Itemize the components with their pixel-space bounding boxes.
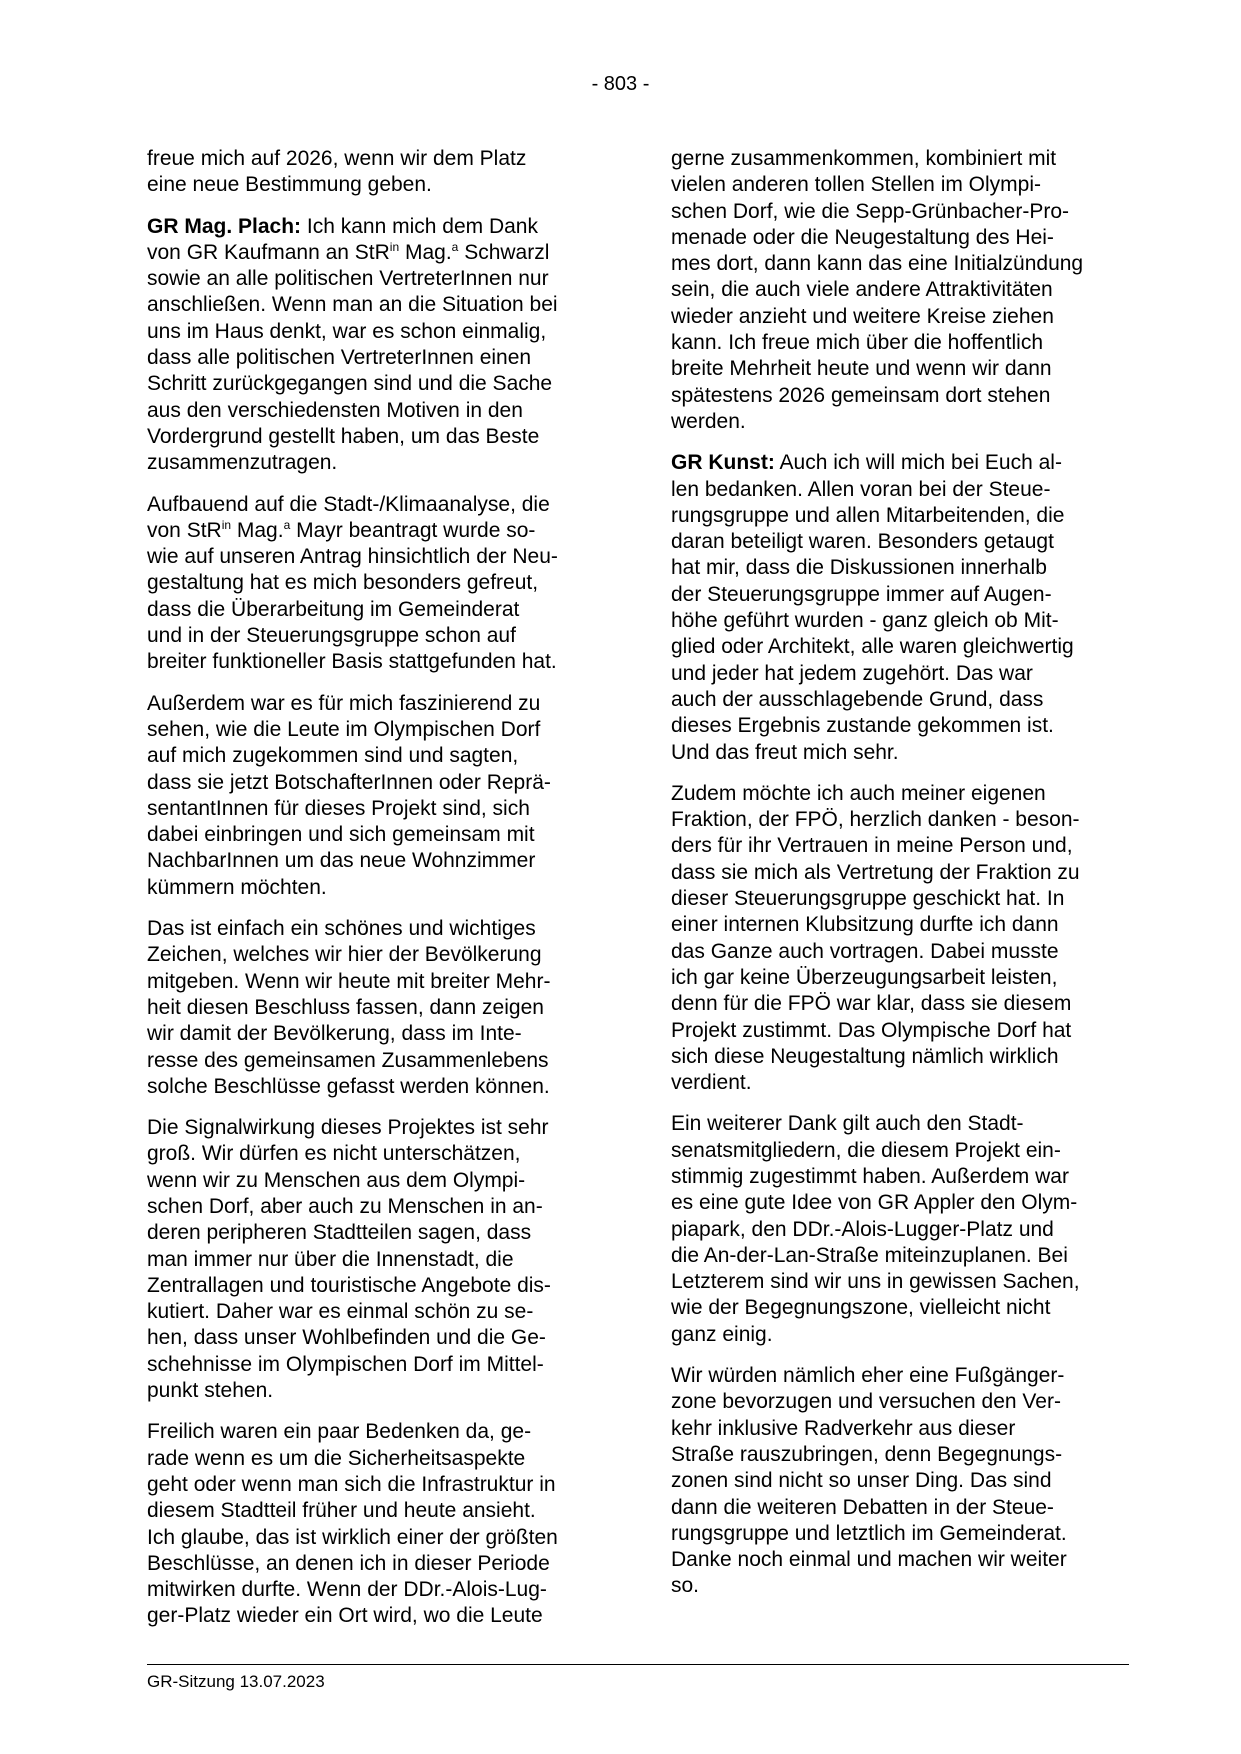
- left-column: [147, 146, 607, 1645]
- paragraph: [147, 146, 607, 199]
- text-line: Und das freut mich sehr.: [671, 740, 899, 764]
- text-line: und in der Steuerungsgruppe schon auf: [147, 624, 516, 648]
- text-line: Projekt zustimmt. Das Olympische Dorf hat: [671, 1018, 1072, 1042]
- text-line: rungsgruppe und allen Mitarbeitenden, die: [671, 503, 1065, 527]
- text-line: ders für ihr Vertrauen in meine Person und,: [671, 834, 1073, 858]
- text-line: diesem Stadtteil früher und heute ansieht.: [147, 1499, 536, 1523]
- text-line: [671, 450, 1131, 476]
- text-line: dieser Steuerungsgruppe geschickt hat. In: [671, 887, 1065, 911]
- text-line: denn für die FPÖ war klar, dass sie diesem: [671, 992, 1072, 1016]
- footer-divider: [147, 1664, 1129, 1665]
- text-line: wieder anzieht und weitere Kreise ziehen: [671, 304, 1054, 328]
- text-line: höhe geführt wurden - ganz gleich ob Mit-: [671, 609, 1059, 633]
- text-fragment: Mag.: [231, 518, 284, 542]
- text-line: Schritt zurückgegangen sind und die Sache: [147, 372, 553, 396]
- text-line: schehnisse im Olympischen Dorf im Mittel-: [147, 1352, 544, 1376]
- text-line: einer internen Klubsitzung durfte ich dann: [671, 913, 1059, 937]
- text-line: kümmern möchten.: [147, 875, 327, 899]
- text-line: dass sie mich als Vertretung der Fraktion zu: [671, 860, 1080, 884]
- text-line: senatsmitgliedern, die diesem Projekt ein-: [671, 1138, 1061, 1162]
- text-fragment: Mayr beantragt wurde so-: [290, 518, 536, 542]
- text-line: sehen, wie die Leute im Olympischen Dorf: [147, 717, 541, 741]
- text-line: [147, 518, 607, 544]
- text-line: dabei einbringen und sich gemeinsam mit: [147, 823, 535, 847]
- text-line: resse des gemeinsamen Zusammenlebens: [147, 1048, 549, 1072]
- text-line: mitwirken durfte. Wenn der DDr.-Alois-Lug-: [147, 1578, 547, 1602]
- text-line: rade wenn es um die Sicherheitsaspekte: [147, 1446, 526, 1470]
- text-line: sowie an alle politischen VertreterInnen nur: [147, 267, 549, 291]
- footer-session-date: GR-Sitzung 13.07.2023: [147, 1672, 325, 1691]
- text-line: mes dort, dann kann das eine Initialzündung: [671, 252, 1084, 276]
- text-line: stimmig zugestimmt haben. Außerdem war: [671, 1164, 1069, 1188]
- text-line: eine neue Bestimmung geben.: [147, 173, 432, 197]
- paragraph: [147, 1419, 607, 1629]
- page-number: - 803 -: [591, 73, 650, 95]
- text-line: sentantInnen für dieses Projekt sind, sich: [147, 796, 530, 820]
- text-line: dass die Überarbeitung im Gemeinderat: [147, 597, 520, 621]
- paragraph: [671, 146, 1131, 435]
- paragraph-speaker-kunst: [671, 450, 1131, 766]
- paragraph: [147, 492, 607, 676]
- text-line: Straße rauszubringen, denn Begegnungs-: [671, 1442, 1063, 1466]
- text-line: Zentrallagen und touristische Angebote dis-: [147, 1273, 551, 1297]
- text-line: zone bevorzugen und versuchen den Ver-: [671, 1390, 1061, 1414]
- text-line: NachbarInnen um das neue Wohnzimmer: [147, 849, 536, 873]
- text-line: ganz einig.: [671, 1322, 773, 1346]
- speaker-name: GR Mag. Plach:: [147, 214, 302, 238]
- text-line: hat mir, dass die Diskussionen innerhalb: [671, 556, 1047, 580]
- text-line: Danke noch einmal und machen wir weiter: [671, 1548, 1067, 1572]
- text-line: uns im Haus denkt, war es schon einmalig,: [147, 319, 547, 343]
- text-line: deren peripheren Stadtteilen sagen, dass: [147, 1221, 532, 1245]
- paragraph: [147, 916, 607, 1100]
- text-fragment: von StR: [147, 518, 222, 542]
- text-line: werden.: [671, 409, 746, 433]
- text-line: das Ganze auch vortragen. Dabei musste: [671, 939, 1059, 963]
- superscript: a: [451, 239, 459, 254]
- text-line: wie der Begegnungszone, vielleicht nicht: [671, 1296, 1051, 1320]
- text-line: punkt stehen.: [147, 1379, 274, 1403]
- text-line: der Steuerungsgruppe immer auf Augen-: [671, 582, 1052, 606]
- text-line: [147, 240, 607, 266]
- text-line: schen Dorf, wie die Sepp-Grünbacher-Pro-: [671, 199, 1070, 223]
- text-line: Ich glaube, das ist wirklich einer der größten: [147, 1525, 558, 1549]
- text-line: Außerdem war es für mich faszinierend zu: [147, 691, 541, 715]
- text-line: breite Mehrheit heute und wenn wir dann: [671, 357, 1052, 381]
- text-line: man immer nur über die Innenstadt, die: [147, 1247, 514, 1271]
- text-line: wenn wir zu Menschen aus dem Olympi-: [147, 1168, 526, 1192]
- text-line: glied oder Architekt, alle waren gleichwertig: [671, 635, 1074, 659]
- text-line: heit diesen Beschluss fassen, dann zeigen: [147, 995, 544, 1019]
- text-line: Aufbauend auf die Stadt-/Klimaanalyse, die: [147, 492, 550, 516]
- text-fragment: Schwarzl: [458, 240, 550, 264]
- superscript: in: [389, 239, 400, 254]
- text-line: hen, dass unser Wohlbefinden und die Ge-: [147, 1326, 546, 1350]
- text-line: groß. Wir dürfen es nicht unterschätzen,: [147, 1142, 521, 1166]
- text-line: wie auf unseren Antrag hinsichtlich der Neu-: [147, 545, 558, 569]
- paragraph: [671, 781, 1131, 1097]
- text-line: anschließen. Wenn man an die Situation bei: [147, 293, 558, 317]
- text-fragment: Mag.: [399, 240, 452, 264]
- text-line: Fraktion, der FPÖ, herzlich danken - beson-: [671, 808, 1080, 832]
- text-line: Vordergrund gestellt haben, um das Beste: [147, 424, 540, 448]
- text-line: kehr inklusive Radverkehr aus dieser: [671, 1416, 1016, 1440]
- text-line: dass sie jetzt BotschafterInnen oder Reprä-: [147, 770, 551, 794]
- text-line: Zeichen, welches wir hier der Bevölkerung: [147, 943, 542, 967]
- paragraph: [671, 1111, 1131, 1348]
- text-line: spätestens 2026 gemeinsam dort stehen: [671, 383, 1051, 407]
- text-line: menade oder die Neugestaltung des Hei-: [671, 225, 1054, 249]
- text-line: Zudem möchte ich auch meiner eigenen: [671, 781, 1046, 805]
- text-line: vielen anderen tollen Stellen im Olympi-: [671, 173, 1042, 197]
- text-line: ger-Platz wieder ein Ort wird, wo die Leute: [147, 1604, 543, 1628]
- text-fragment: Ich kann mich dem Dank: [301, 214, 538, 238]
- text-line: zusammenzutragen.: [147, 451, 338, 475]
- text-line: die An-der-Lan-Straße miteinzuplanen. Bei: [671, 1243, 1068, 1267]
- superscript: in: [221, 517, 232, 532]
- text-line: geht oder wenn man sich die Infrastruktur in: [147, 1472, 556, 1496]
- text-line: sich diese Neugestaltung nämlich wirklich: [671, 1044, 1059, 1068]
- text-line: gestaltung hat es mich besonders gefreut,: [147, 571, 539, 595]
- paragraph: [147, 691, 607, 901]
- text-line: solche Beschlüsse gefasst werden können.: [147, 1074, 550, 1098]
- text-line: und jeder hat jedem zugehört. Das war: [671, 661, 1033, 685]
- text-line: dass alle politischen VertreterInnen einen: [147, 346, 532, 370]
- text-line: Das ist einfach ein schönes und wichtiges: [147, 917, 536, 941]
- speaker-name: GR Kunst:: [671, 451, 775, 475]
- paragraph: [147, 1115, 607, 1404]
- text-line: kann. Ich freue mich über die hoffentlich: [671, 331, 1044, 355]
- text-line: Freilich waren ein paar Bedenken da, ge-: [147, 1420, 532, 1444]
- text-fragment: Auch ich will mich bei Euch al-: [774, 451, 1062, 475]
- text-line: es eine gute Idee von GR Appler den Olym-: [671, 1191, 1078, 1215]
- text-line: [147, 214, 607, 240]
- text-line: wir damit der Bevölkerung, dass im Inte-: [147, 1022, 522, 1046]
- text-line: mitgeben. Wenn wir heute mit breiter Mehr-: [147, 969, 551, 993]
- text-line: aus den verschiedensten Motiven in den: [147, 398, 523, 422]
- text-line: Die Signalwirkung dieses Projektes ist sehr: [147, 1116, 549, 1140]
- text-line: so.: [671, 1574, 700, 1598]
- text-line: Letzterem sind wir uns in gewissen Sachen,: [671, 1270, 1080, 1294]
- text-line: Beschlüsse, an denen ich in dieser Periode: [147, 1551, 550, 1575]
- text-fragment: von GR Kaufmann an StR: [147, 240, 390, 264]
- text-line: auf mich zugekommen sind und sagten,: [147, 744, 519, 768]
- text-line: rungsgruppe und letztlich im Gemeinderat.: [671, 1521, 1067, 1545]
- text-line: breiter funktioneller Basis stattgefunden hat.: [147, 650, 557, 674]
- text-line: daran beteiligt waren. Besonders getaugt: [671, 530, 1054, 554]
- text-line: zonen sind nicht so unser Ding. Das sind: [671, 1469, 1052, 1493]
- text-line: kutiert. Daher war es einmal schön zu se-: [147, 1300, 534, 1324]
- text-line: auch der ausschlagebende Grund, dass: [671, 687, 1044, 711]
- paragraph: [671, 1363, 1131, 1600]
- text-line: verdient.: [671, 1071, 752, 1095]
- text-line: len bedanken. Allen voran bei der Steue-: [671, 477, 1051, 501]
- paragraph-speaker-plach: [147, 214, 607, 477]
- text-line: dieses Ergebnis zustande gekommen ist.: [671, 714, 1054, 738]
- text-line: Ein weiterer Dank gilt auch den Stadt-: [671, 1112, 1024, 1136]
- text-line: ich gar keine Überzeugungsarbeit leisten,: [671, 965, 1058, 989]
- text-line: piapark, den DDr.-Alois-Lugger-Platz und: [671, 1217, 1054, 1241]
- right-column: [671, 146, 1131, 1615]
- text-line: Wir würden nämlich eher eine Fußgänger-: [671, 1364, 1065, 1388]
- text-line: schen Dorf, aber auch zu Menschen in an-: [147, 1194, 543, 1218]
- text-line: dann die weiteren Debatten in der Steue-: [671, 1495, 1054, 1519]
- text-line: sein, die auch viele andere Attraktivitäten: [671, 278, 1053, 302]
- text-line: gerne zusammenkommen, kombiniert mit: [671, 147, 1057, 170]
- text-line: freue mich auf 2026, wenn wir dem Platz: [147, 147, 527, 170]
- superscript: a: [283, 517, 291, 532]
